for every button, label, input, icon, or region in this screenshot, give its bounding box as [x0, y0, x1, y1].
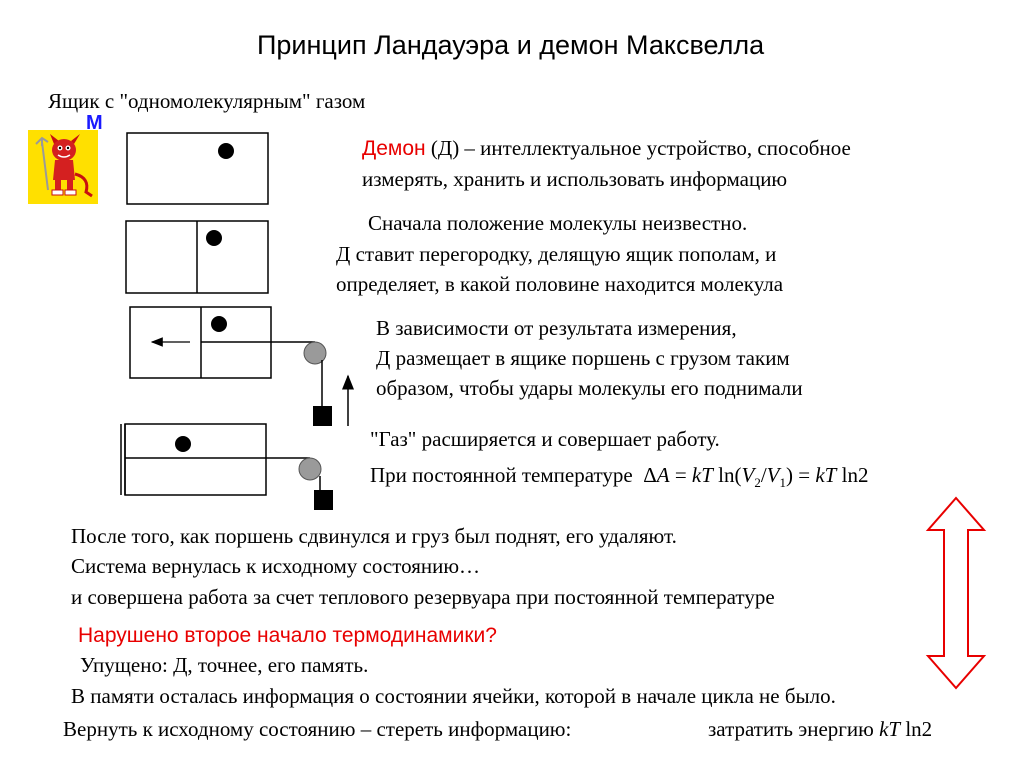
- weight-4: [314, 490, 333, 510]
- formula-V1: V: [766, 463, 780, 487]
- energy-k: k: [879, 717, 889, 741]
- box-4: [125, 424, 266, 495]
- molecule-1: [218, 143, 234, 159]
- formula-T1: T: [701, 463, 713, 487]
- double-arrow: [928, 498, 984, 688]
- pulley-4: [299, 458, 321, 480]
- step4-line1: "Газ" расширяется и совершает работу.: [370, 427, 720, 451]
- formula-sub2: 2: [754, 475, 761, 491]
- formula-k2: k: [815, 463, 825, 487]
- step2-line2: определяет, в какой половине находится молекула: [336, 272, 784, 296]
- demon-definition: [362, 133, 851, 164]
- demon-label: M: [86, 112, 103, 134]
- energy-T: T: [888, 717, 901, 741]
- formula-ln: ln(: [712, 463, 742, 487]
- formula-slash: /: [760, 463, 767, 487]
- after-line3: и совершена работа за счет теплового резервуара при постоянной температуре: [71, 585, 775, 609]
- weight-3: [313, 406, 332, 426]
- molecule-3: [211, 316, 227, 332]
- demon-def-rest: (Д) – интеллектуальное устройство, способное: [425, 136, 851, 160]
- formula-sub1: 1: [779, 475, 786, 491]
- formula-k1: k: [691, 463, 702, 487]
- missed-line: Упущено: Д, точнее, его память.: [80, 653, 369, 677]
- formula-delta: Δ: [643, 463, 657, 487]
- formula-A: A: [656, 463, 670, 487]
- after-line2: Система вернулась к исходному состоянию…: [71, 554, 481, 578]
- box-caption: Ящик с "одномолекулярным" газом: [48, 89, 366, 113]
- after-line1: После того, как поршень сдвинулся и груз был поднят, его удаляют.: [71, 524, 677, 548]
- formula-V2: V: [741, 463, 755, 487]
- energy-prefix: затратить энергию: [708, 717, 880, 741]
- step3-line3: образом, чтобы удары молекулы его поднимали: [376, 376, 803, 400]
- violation-question: Нарушено второе начало термодинамики?: [78, 624, 497, 647]
- demon-word: Демон: [362, 137, 426, 160]
- formula-line: [370, 460, 868, 498]
- energy-suffix: ln2: [900, 717, 933, 741]
- molecule-2: [206, 230, 222, 246]
- formula-prefix: При постоянной температуре: [370, 463, 633, 487]
- molecule-4: [175, 436, 191, 452]
- step2-line1: Д ставит перегородку, делящую ящик пополам, и: [336, 242, 777, 266]
- slide-title: Принцип Ландауэра и демон Максвелла: [257, 30, 765, 60]
- formula-T2: T: [824, 463, 837, 487]
- energy-line: [708, 714, 932, 744]
- return-line: Вернуть к исходному состоянию – стереть информацию:: [63, 717, 572, 741]
- memory-line: В памяти осталась информация о состоянии ячейки, которой в начале цикла не было.: [71, 684, 836, 708]
- step3-line1: В зависимости от результата измерения,: [376, 316, 737, 340]
- formula-close: ) =: [786, 463, 816, 487]
- demon-def-line2: измерять, хранить и использовать информацию: [362, 167, 788, 191]
- formula-ln2: ln2: [836, 463, 869, 487]
- box-1: [127, 133, 268, 204]
- formula-eq1: =: [669, 463, 692, 487]
- step3-line2: Д размещает в ящике поршень с грузом таким: [376, 346, 790, 370]
- step1-line1: Сначала положение молекулы неизвестно.: [368, 211, 748, 235]
